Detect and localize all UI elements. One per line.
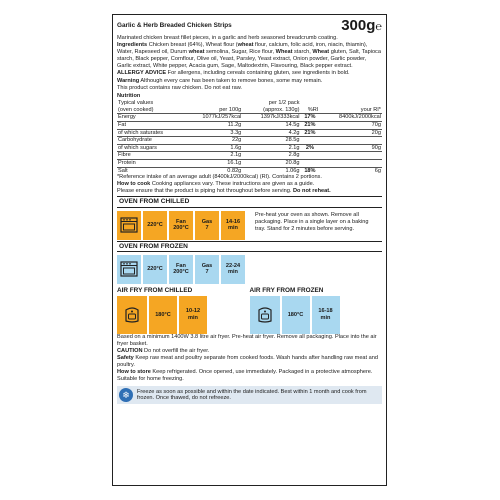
food-label (112, 14, 387, 486)
nutrition-cell-c1: 22g (184, 137, 242, 145)
nutrition-cell-name: of which sugars (117, 144, 184, 152)
reference-intake-note: *Reference intake of an average adult (8400kJ/2000kcal) (RI). Contains 2 portions. (117, 174, 322, 181)
nutrition-cell-ri: 2% (301, 144, 320, 152)
nutrition-cell-ri: 18% (301, 167, 320, 174)
snowflake-icon: ❄ (119, 388, 133, 402)
ingredient-text: starch, (292, 49, 313, 56)
nutrition-cell-c1: 16.1g (184, 160, 242, 168)
oven-frozen-tiles (117, 255, 245, 284)
nutrition-cell-your: 70g (319, 122, 382, 130)
oven-chilled-tiles (117, 211, 245, 240)
air-fry-chilled-title: AIR FRY FROM CHILLED (117, 286, 193, 294)
cook-setting-tile: 14-16 min (221, 211, 245, 240)
nutrition-cell-c2: 28.5g (242, 137, 300, 145)
nutrition-row (117, 122, 382, 130)
nutrition-header-cell: your RI* (360, 106, 381, 113)
nutrition-cell-name: of which saturates (117, 129, 184, 137)
nutrition-row (117, 144, 382, 152)
how-to-cook: How to cook Cooking appliances vary. These instructions are given as a guide. (117, 181, 315, 188)
nutrition-cell-c1: 1077kJ/257kcal (184, 114, 242, 122)
nutrition-row (117, 114, 382, 122)
nutrition-header-cell: %RI (307, 106, 319, 113)
ingredient-text: Chicken breast (64%), Wheat flour ( (147, 42, 238, 49)
nutrition-cell-name: Energy (117, 114, 184, 122)
oven-icon (117, 211, 141, 240)
cook-setting-tile: Gas 7 (195, 255, 219, 284)
nutrition-cell-your: 20g (319, 129, 382, 137)
nutrition-cell-c2: 4.2g (242, 129, 300, 137)
cook-setting-tile: Gas 7 (195, 211, 219, 240)
nutrition-cell-your (319, 160, 382, 168)
nutrition-cell-your (319, 137, 382, 145)
oven-instructions: Pre-heat your oven as shown. Remove all packaging. Place in a single layer on a baking tray. Stand for 2 minutes before serving. (255, 211, 369, 232)
air-fry-frozen-title: AIR FRY FROM FROZEN (249, 286, 324, 294)
product-title: Garlic & Herb Breaded Chicken Strips (117, 22, 232, 29)
raw-note: This product contains raw chicken. Do not eat raw. (117, 84, 242, 91)
nutrition-cell-c2: 1.06g (242, 167, 300, 174)
nutrition-cell-ri (301, 160, 320, 168)
nutrition-header-cell: (approx. 130g) (263, 106, 300, 113)
air-fry-setting-tile: 10-12 min (179, 296, 207, 334)
allergy-advice: ALLERGY ADVICE For allergens, including cereals containing gluten, see ingredients in bold. (117, 70, 350, 77)
air-fry-chilled (117, 287, 250, 334)
cook-setting-tile: 22-24 min (221, 255, 245, 284)
piping-hot-note: Please ensure that the product is piping hot throughout before serving. Do not reheat. (117, 188, 331, 195)
allergen-word: Wheat (312, 49, 330, 56)
nutrition-header-cell (319, 100, 382, 107)
product-description: Marinated chicken breast fillet pieces, in a garlic and herb seasoned breadcrumb coating. (117, 35, 338, 41)
nutrition-table (117, 100, 382, 174)
oven-icon (117, 255, 141, 284)
nutrition-cell-c2: 2.8g (242, 152, 300, 160)
nutrition-header-row (117, 107, 382, 114)
allergen-word: Wheat (275, 49, 293, 56)
nutrition-header-row (117, 100, 382, 107)
air-fry-note: Based on a minimum 1400W 3.8 litre air fryer. Pre-heat air fryer. Remove all packaging. Place into the air fryer basket. (117, 333, 377, 347)
ingredient-text: flour, calcium, folic acid, iron, niacin, thiamin), Water, Rapeseed oil, Durum (117, 42, 368, 56)
nutrition-row (117, 167, 382, 174)
freezing-box (117, 386, 382, 404)
air-fryer-icon (117, 296, 147, 334)
estimated-sign: ℮ (375, 21, 382, 33)
caution: CAUTION Do not overfill the air fryer. (117, 347, 210, 354)
nutrition-cell-your: 90g (319, 144, 382, 152)
nutrition-cell-your: 6g (319, 167, 382, 174)
cook-setting-tile: Fan 200°C (169, 211, 193, 240)
ingredients: Ingredients Chicken breast (64%), Wheat flour (wheat flour, calcium, folic acid, iron, niacin, thiamin), Water, Rapeseed oil, Durum wheat semolina, Sugar, Rice flour, Wheat starch, Wheat gluten, Salt, Tapioca starch, Black pepper, Cornflour, Olive oil, Yeast, Parsley, Yeast extract, Onion powder, Garlic powder, Garlic extract, White pepper, Acacia gum, Sage, Maltodextrin, Flavouring, Black pepper extract. (117, 42, 381, 70)
air-fryer-icon (250, 296, 280, 334)
nutrition-cell-c1: 2.1g (184, 152, 242, 160)
nutrition-cell-ri: 17% (301, 114, 320, 122)
nutrition-cell-your (319, 152, 382, 160)
nutrition-row (117, 160, 382, 168)
cook-setting-tile: Fan 200°C (169, 255, 193, 284)
oven-chilled-row (117, 211, 382, 240)
air-fry-setting-tile: 180°C (282, 296, 310, 334)
oven-frozen-row (117, 255, 382, 284)
cook-setting-tile: 220°C (143, 255, 167, 284)
allergen-word: wheat (237, 42, 254, 49)
net-weight: 300g℮ (341, 17, 382, 34)
nutrition-cell-c2: 1397kJ/333kcal (242, 114, 300, 122)
nutrition-header-cell: (oven cooked) (118, 106, 154, 113)
nutrition-row (117, 152, 382, 160)
ingredient-text: semolina, Sugar, Rice flour, (204, 49, 276, 56)
safety: Safety Keep raw meat and poultry separate from cooked foods. Wash hands after handling raw meat and poultry. (117, 355, 378, 369)
allergen-word: wheat (188, 49, 205, 56)
oven-frozen-title: OVEN FROM FROZEN (117, 241, 382, 252)
nutrition-header-cell (184, 100, 242, 107)
nutrition-header-cell: per 100g (219, 106, 242, 113)
nutrition-cell-c1: 0.82g (184, 167, 242, 174)
nutrition-cell-c1: 3.3g (184, 129, 242, 137)
nutrition-cell-name: Protein (117, 160, 184, 168)
nutrition-cell-name: Carbohydrate (117, 137, 184, 145)
nutrition-cell-name: Fat (117, 122, 184, 130)
nutrition-cell-name: Salt (117, 167, 184, 174)
cook-setting-tile: 220°C (143, 211, 167, 240)
oven-chilled-title: OVEN FROM CHILLED (117, 196, 382, 207)
nutrition-cell-ri: 21% (301, 129, 320, 137)
nutrition-header-cell: per 1/2 pack (268, 100, 300, 107)
nutrition-row (117, 137, 382, 145)
nutrition-cell-c2: 20.8g (242, 160, 300, 168)
air-fry-frozen (250, 287, 383, 334)
nutrition-header-cell (301, 100, 320, 107)
nutrition-title: Nutrition (117, 92, 141, 99)
nutrition-cell-your: 8400kJ/2000kcal (319, 114, 382, 122)
nutrition-cell-ri: 21% (301, 122, 320, 130)
air-fry-section (117, 287, 382, 334)
nutrition-cell-c2: 2.1g (242, 144, 300, 152)
nutrition-cell-c2: 14.5g (242, 122, 300, 130)
nutrition-cell-name: Fibre (117, 152, 184, 160)
nutrition-cell-c1: 1.6g (184, 144, 242, 152)
label-header (117, 18, 382, 35)
nutrition-row (117, 129, 382, 137)
ingredient-text: gluten, Salt, Tapioca starch, Black pepper, Cornflour, Olive oil, Yeast, Parsley, Yeast extract, Onion powder, Garlic powder, Garlic extract, White pepper, Acacia gum, Sage, Maltodextrin, Flavouring, Black pepper extract. (117, 49, 381, 70)
storage: How to store Keep refrigerated. Once opened, use immediately. Packaged in a protective atmosphere. Suitable for home freezing. (117, 369, 373, 383)
nutrition-cell-ri (301, 152, 320, 160)
air-fry-setting-tile: 16-18 min (312, 296, 340, 334)
air-fry-setting-tile: 180°C (149, 296, 177, 334)
nutrition-header-cell: Typical values (118, 100, 154, 107)
warning: Warning Although every care has been taken to remove bones, some may remain. (117, 77, 323, 84)
nutrition-cell-c1: 11.2g (184, 122, 242, 130)
freezing-text: Freeze as soon as possible and within the date indicated. Best within 1 month and cook from frozen. Once thawed, do not refreeze. (137, 388, 367, 402)
nutrition-cell-ri (301, 137, 320, 145)
